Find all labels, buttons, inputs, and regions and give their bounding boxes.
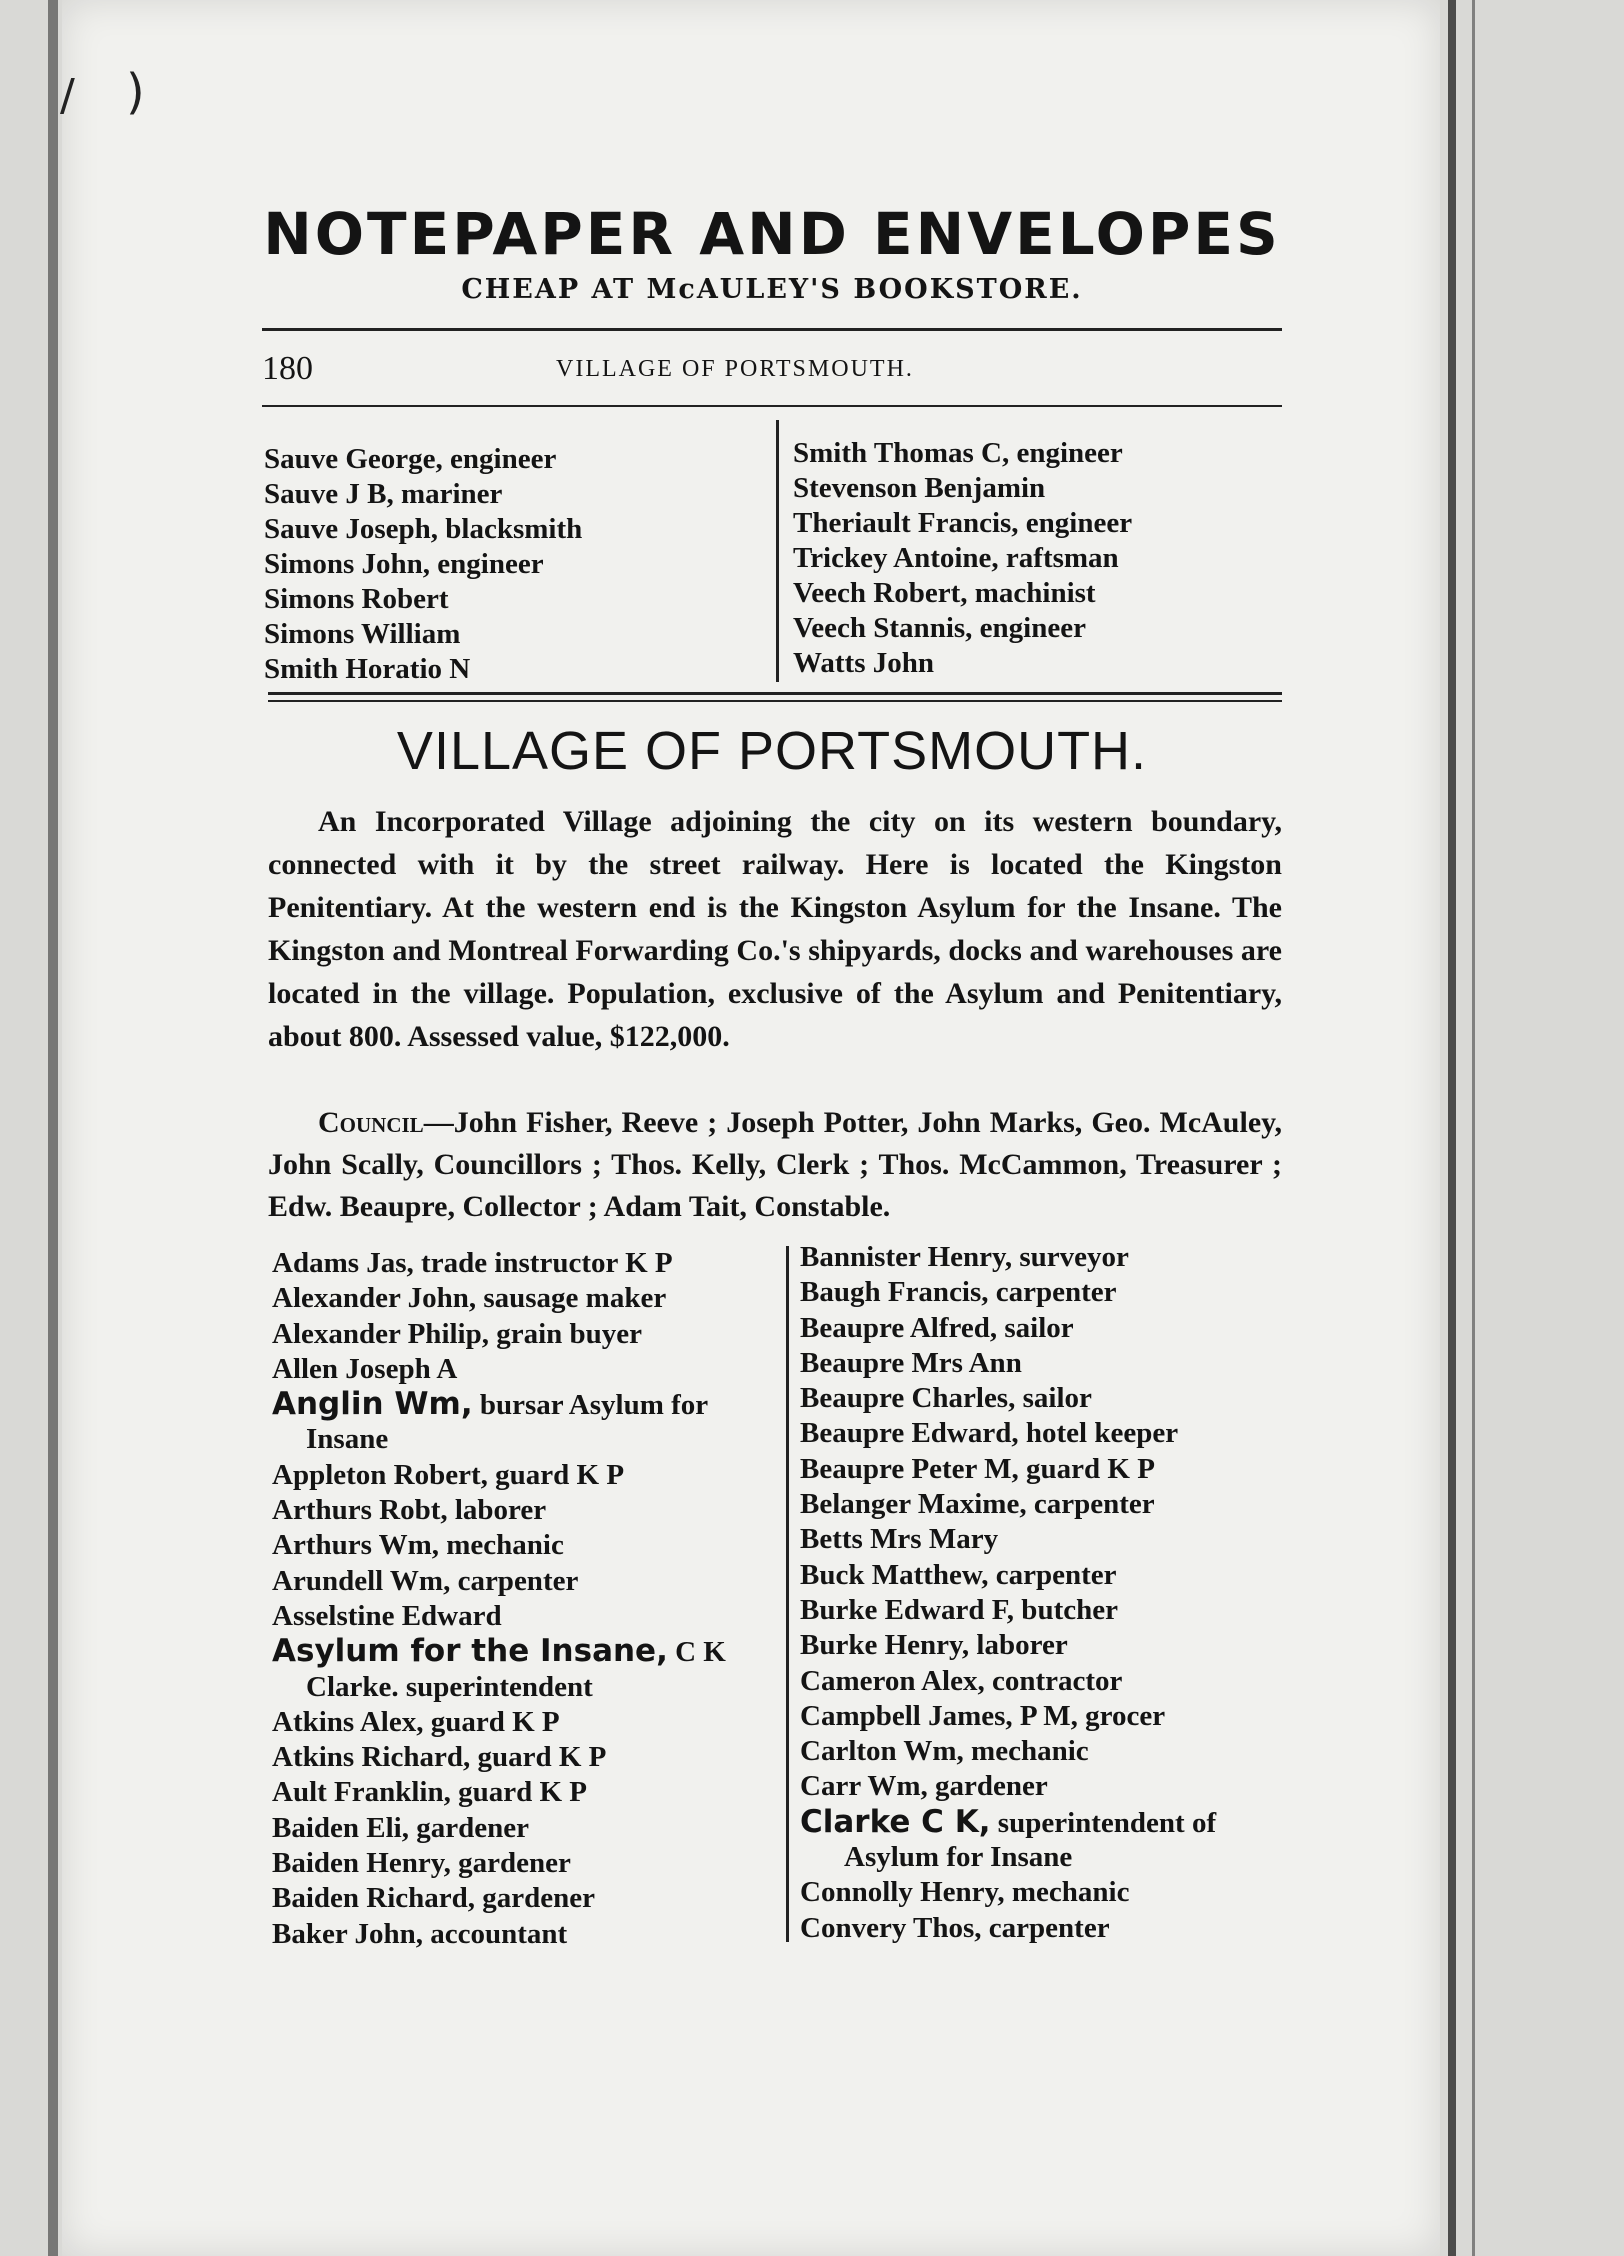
directory-entry: Baker John, accountant: [272, 1917, 568, 1950]
directory-entry: Arthurs Wm, mechanic: [272, 1529, 564, 1562]
scan-border-right: [1448, 0, 1456, 2256]
list-item: Sauve J B, mariner: [264, 478, 503, 510]
advert-title: NOTEPAPER AND ENVELOPES: [263, 200, 1281, 268]
directory-entry: Asselstine Edward: [272, 1599, 502, 1632]
directory-entry: Adams Jas, trade instructor K P: [272, 1247, 673, 1279]
directory-entry: Burke Henry, laborer: [800, 1629, 1068, 1662]
directory-entry: Carlton Wm, mechanic: [800, 1735, 1089, 1768]
page-number: 180: [262, 350, 313, 387]
directory-entry: Carr Wm, gardener: [800, 1770, 1048, 1803]
list-item: Simons Robert: [264, 583, 449, 615]
village-description: [268, 800, 1282, 1058]
entry-rest: C K: [667, 1636, 726, 1669]
advert-subtitle: CHEAP AT McAULEY'S BOOKSTORE.: [461, 274, 1083, 305]
list-item: Watts John: [793, 647, 935, 679]
council-text: —John Fisher, Reeve ; Joseph Potter, John Marks, Geo. McAuley, John Scally, Councillors ; Thos. Kelly, Clerk ; Thos. McCammon, Treasurer ; Edw. Beaupre, Collector ; Adam Tait, Constable.: [268, 1106, 1282, 1223]
directory-entry: [272, 1387, 726, 1422]
directory-entry: Burke Edward F, butcher: [800, 1593, 1118, 1626]
directory-entry: Beaupre Mrs Ann: [800, 1346, 1022, 1379]
rule-under-header: [262, 405, 1282, 407]
directory-entry: Baiden Henry, gardener: [272, 1847, 571, 1880]
list-item: Stevenson Benjamin: [793, 472, 1046, 504]
directory-entry: Beaupre Edward, hotel keeper: [800, 1417, 1179, 1450]
directory-entry: Atkins Alex, guard K P: [272, 1705, 560, 1738]
rule-top: [262, 328, 1282, 331]
list-item: Trickey Antoine, raftsman: [793, 542, 1119, 574]
directory-entry: Alexander John, sausage maker: [272, 1282, 667, 1315]
directory-entry: [272, 1634, 726, 1669]
directory-entry-continuation: Clarke. superintendent: [306, 1670, 593, 1703]
directory-entry: Atkins Richard, guard K P: [272, 1741, 607, 1774]
directory-left: [272, 1246, 726, 1952]
entry-name-bold: Clarke C K,: [800, 1803, 991, 1840]
list-item: Simons John, engineer: [264, 548, 544, 580]
directory-entry: [800, 1805, 1216, 1840]
council-label: Council: [318, 1106, 424, 1139]
scan-border-right-inner: [1472, 0, 1475, 2256]
directory-entry: Alexander Philip, grain buyer: [272, 1317, 643, 1350]
list-item: Theriault Francis, engineer: [793, 507, 1133, 539]
running-head: VILLAGE OF PORTSMOUTH.: [556, 356, 914, 382]
list-item: Veech Robert, machinist: [793, 577, 1096, 609]
directory-right: [800, 1240, 1216, 1946]
directory-entry: Convery Thos, carpenter: [800, 1911, 1110, 1944]
directory-entry: Beaupre Charles, sailor: [800, 1382, 1092, 1415]
directory-entry: Beaupre Alfred, sailor: [800, 1311, 1074, 1344]
entry-name-bold: Asylum for the Insane,: [272, 1633, 668, 1670]
section-title: VILLAGE OF PORTSMOUTH.: [396, 721, 1148, 781]
directory-entry: Betts Mrs Mary: [800, 1523, 999, 1556]
description-text: An Incorporated Village adjoining the city on its western boundary, connected with it by the street railway. Here is located the Kingston Penitentiary. At the western end is the Kingston Asylum for the Insane. The Kingston and Montreal Forwarding Co.'s shipyards, docks and warehouses are located in the village. Population, exclusive of the Asylum and Penitentiary, about 800. Assessed value, $122,000.: [268, 805, 1282, 1053]
directory-entry: Ault Franklin, guard K P: [272, 1776, 588, 1809]
directory-entry-continuation: Asylum for Insane: [844, 1841, 1073, 1874]
directory-entry: Appleton Robert, guard K P: [272, 1458, 625, 1491]
list-item: Sauve George, engineer: [264, 443, 557, 475]
directory-entry: Baugh Francis, carpenter: [800, 1276, 1117, 1309]
margin-mark-2: ): [126, 64, 145, 120]
directory-entry: Arundell Wm, carpenter: [272, 1564, 579, 1597]
directory-entry: Allen Joseph A: [272, 1352, 458, 1385]
directory-entry: Connolly Henry, mechanic: [800, 1876, 1130, 1909]
directory-entry: Buck Matthew, carpenter: [800, 1558, 1117, 1591]
page-header: [262, 350, 1282, 396]
directory-entry: Campbell James, P M, grocer: [800, 1699, 1166, 1732]
list-item: Simons William: [264, 618, 461, 650]
top-list-left: [264, 442, 582, 687]
directory-entry: Cameron Alex, contractor: [800, 1664, 1123, 1697]
list-item: Smith Thomas C, engineer: [793, 437, 1123, 469]
entry-rest: superintendent of: [990, 1806, 1217, 1839]
column-divider-top: [776, 420, 779, 682]
directory-entry: Bannister Henry, surveyor: [800, 1241, 1129, 1273]
margin-mark-1: /: [60, 70, 75, 121]
column-divider-directory: [786, 1246, 789, 1942]
directory-entry: Baiden Eli, gardener: [272, 1811, 529, 1844]
directory-entry: Belanger Maxime, carpenter: [800, 1488, 1155, 1521]
list-item: Veech Stannis, engineer: [793, 612, 1086, 644]
double-rule-bottom: [268, 700, 1282, 702]
entry-rest: bursar Asylum for: [472, 1389, 709, 1422]
council-paragraph: [268, 1102, 1282, 1228]
top-list-right: [793, 436, 1132, 681]
entry-name-bold: Anglin Wm,: [272, 1386, 473, 1423]
directory-entry: Beaupre Peter M, guard K P: [800, 1452, 1155, 1485]
directory-entry-continuation: Insane: [306, 1423, 389, 1456]
scan-border-left: [48, 0, 58, 2256]
list-item: Sauve Joseph, blacksmith: [264, 513, 583, 545]
directory-entry: Baiden Richard, gardener: [272, 1882, 596, 1915]
double-rule-top: [268, 692, 1282, 695]
directory-entry: Arthurs Robt, laborer: [272, 1494, 547, 1527]
list-item: Smith Horatio N: [264, 653, 471, 685]
